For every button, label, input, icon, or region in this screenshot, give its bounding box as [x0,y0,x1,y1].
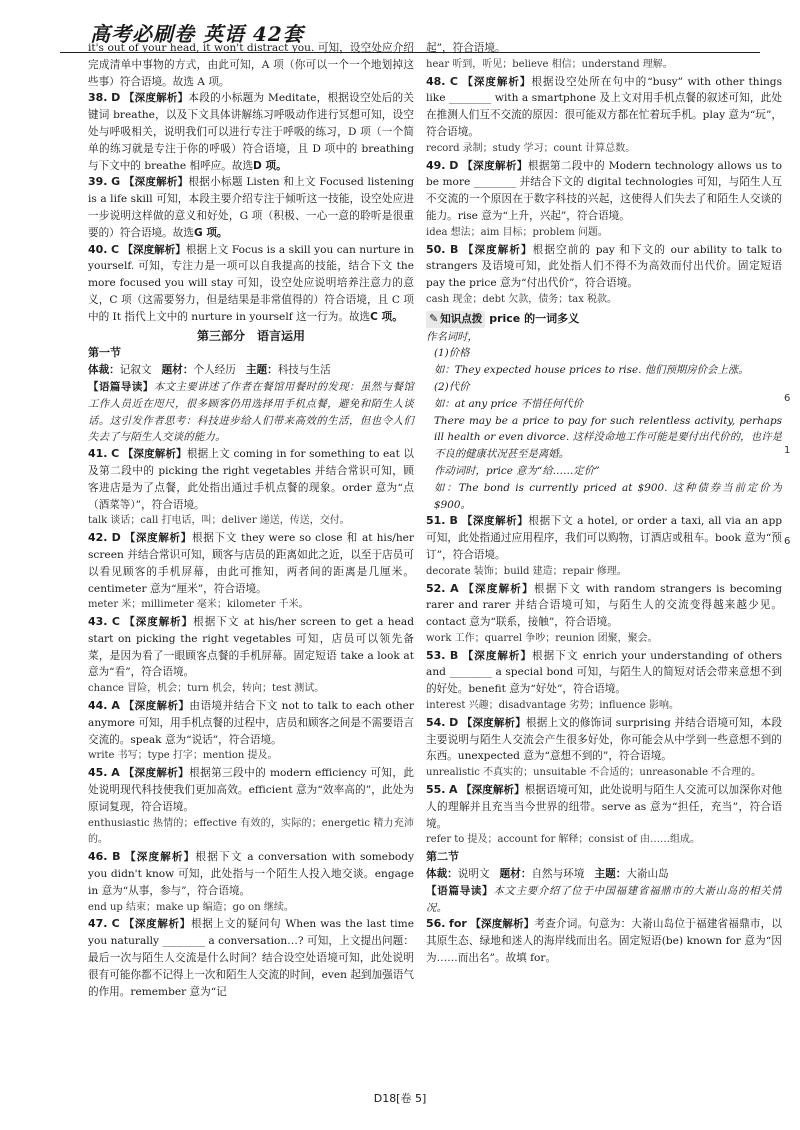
question-40: 40. C 【深度解析】根据上文 Focus is a skill you can nurture in yourself. 可知，专注力是一项可以自我提高的技能，结合下文 the more focused you will stay 可知，设空处应说明培养注意力的意义，C 项（这需要努力，但是结果是非常值得的）符合语境，且 C 项中的 It 指代上文中的 nurture in yourself 这一行为。故选C 项。 [88,242,414,323]
question-51: 51. B 【深度解析】根据下文 a hotel, or order a taxi, all via an app 可知，此处指通过应用程序，我们可以购物，订酒店或租车。book 意为“预订”，符合语境。 [426,514,782,561]
knowledge-badge: ✎ 知识点拨 [426,311,485,328]
right-column [426,40,782,1110]
distractor-options: idea 想法；aim 目标；problem 问题。 [426,226,608,238]
question-49: 49. D 【深度解析】根据第二段中的 Modern technology allows us to be more ________ 并结合下文的 digital technologies 可知，与陌生人互不交流的一个原因在于数字科技的兴起，这使得人们失去了和陌生人交谈的能力。rise 意为“上升，兴起”，符合语境。 [426,158,782,222]
section-title-2: 第二节 [426,850,459,864]
question-48: 48. C 【深度解析】根据设空处所在句中的“busy” with other things like ________ with a smartphone 及上文对用手机点餐的叙述可知，此处在推测人们互不交流的原因：很可能双方都在忙着玩手机。play 意为“玩”，符合语境。 [426,74,782,138]
distractor-options: meter 米；millimeter 毫米；kilometer 千米。 [88,599,309,611]
distractor-options: cash 现金；debt 欠款，债务；tax 税款。 [426,293,618,305]
knowledge-point-heading [426,311,782,328]
distractor-options: enthusiastic 热情的；effective 有效的，实际的；energetic 精力充沛的。 [88,817,414,846]
question-42: 42. D 【深度解析】根据下文 they were so close 和 at his/her screen 并结合常识可知，顾客与店员的距离如此之近，以至于店员可以看见顾客的手机屏幕，由此可推知，两者间的距离是几厘米。centimeter 意为“厘米”，符合语境。 [88,531,414,595]
question-52: 52. A 【深度解析】根据下文 with random strangers is becoming rarer and rarer 并结合语境可知，与陌生人的交流变得越来越少见。contact 意为“联系，接触”，符合语境。 [426,581,782,629]
knowledge-line: (1)价格 [434,347,470,360]
distractor-options: talk 谈话；call 打电话，叫；deliver 递送，传送，交付。 [88,515,350,527]
page-number: D18[卷 5] [373,1092,427,1105]
question-41: 41. C 【深度解析】根据上文 coming in for something to eat 以及第二段中的 picking the right vegetables 并结合常识可知，顾客进店是为了点餐，此处指出通过手机点餐的现象。order 意为“点（酒菜等）”，符合语境。 [88,447,415,511]
scan-edge-mark: 1 [784,445,791,456]
passage-guide-2: 【语篇导读】本文主要介绍了位于中国福建省福鼎市的大嵛山岛的相关情况。 [426,884,782,914]
question-38: 38. D 【深度解析】本段的小标题为 Meditate，根据设空处后的关键词 breathe，以及下文具体讲解练习呼吸动作进行冥想可知，设空处与呼吸相关，说明我们可以进行专注于呼吸的练习，D 项（一个简单的练习就是专注于你的呼吸）符合语境，且 D 项中的 breathing 与下文中的 breathe 相呼应。故选D 项。 [88,91,414,172]
question-56: 56. for 【深度解析】考查介词。句意为：大嵛山岛位于福建省福鼎市，以其原生态、绿地和迷人的海岸线而出名。固定短语(be) known for 意为“因为……而出名”。故填 for。 [426,917,782,965]
book-title: 高考必刷卷 英语 42套 [90,22,304,46]
question-44: 44. A 【深度解析】由语境并结合下文 not to talk to each other anymore 可知，用手机点餐的过程中，店员和顾客之间是不需要语言交流的。speak 意为“说话”，符合语境。 [88,699,415,746]
question-43: 43. C 【深度解析】根据下文 at his/her screen to get a head start on picking the right vegetables 可知，店员可以领先备菜，是因为看了一眼顾客点餐的手机屏幕。固定短语 take a look at 意为“看”，符合语境。 [88,615,414,679]
passage-meta-2: 体裁：说明文 题材：自然与环境 主题：大嵛山岛 [426,868,669,881]
knowledge-line: 作动词时，price 意为“给……定价” [434,464,600,477]
knowledge-line: 作名词时， [426,330,478,343]
part-title: 第三部分 语言运用 [196,328,305,343]
passage-meta-1: 体裁：记叙文 题材：个人经历 主题：科技与生活 [88,364,331,377]
question-46: 46. B 【深度解析】根据下文 a conversation with somebody you didn't know 可知，此处指与一个陌生人投入地交谈。engage in 意为“从事，参与”，符合语境。 [88,850,414,897]
question-55: 55. A 【深度解析】根据语境可知，此处说明与陌生人交流可以加深你对他人的理解并且充当当今世界的纽带。serve as 意为“担任，充当”，符合语境。 [426,783,782,830]
distractor-options: decorate 装饰；build 建造；repair 修理。 [426,565,627,577]
section-title-1: 第一节 [88,346,121,360]
scan-edge-mark: 6 [784,393,791,404]
question-54: 54. D 【深度解析】根据上文的修饰词 surprising 并结合语境可知，本段主要说明与陌生人交流会产生很多好处，你可能会从中学到一些意想不到的东西。unexpected 意为“意想不到的”，符合语境。 [426,715,782,763]
distractor-options: work 工作；quarrel 争吵；reunion 团聚，聚会。 [426,632,658,644]
continuation-47: 起”，符合语境。 [426,42,506,54]
distractor-options: chance 冒险，机会；turn 机会，转向；test 测试。 [88,683,325,695]
knowledge-line: 如：at any price 不惜任何代价 [434,397,584,410]
knowledge-title: price 的一词多义 [489,311,580,325]
options-47: hear 听到，听见；believe 相信；understand 理解。 [426,58,673,70]
distractor-options: end up 结束；make up 编造；go on 继续。 [88,901,294,913]
distractor-options: record 录制；study 学习；count 计算总数。 [426,142,636,154]
knowledge-line: 如：The bond is currently priced at $900. 这种债券当前定价为 $900。 [434,481,782,511]
knowledge-line: 如：They expected house prices to rise. 他们预期房价会上涨。 [434,364,749,377]
passage-guide-1: 【语篇导读】本文主要讲述了作者在餐馆用餐时的发现：虽然与餐馆工作人员近在咫尺，很多顾客仍用选择用手机点餐，避免和陌生人谈话。这引发作者思考：科技进步给人们带来高效的生活，但也令人们失去了与陌生人交谈的能力。 [88,380,414,444]
distractor-options: write 书写；type 打字；mention 提及。 [88,750,278,762]
question-53: 53. B 【深度解析】根据下文 enrich your understanding of others and ________ a special bond 可知，与陌生人的简短对话会带来意想不到的好处。benefit 意为“好处”，符合语境。 [426,648,782,696]
distractor-options: refer to 提及；account for 解释；consist of 由……组成。 [426,834,701,846]
question-50: 50. B 【深度解析】根据空前的 pay 和下文的 our ability to talk to strangers 及语境可知，此处指人们不得不为高效而付出代价。固定短语 pay the price 意为“付出代价”，符合语境。 [426,242,782,290]
left-column [88,40,414,1000]
scan-edge-mark: 6 [784,536,791,547]
distractor-options: interest 兴趣；disadvantage 劣势；influence 影响。 [426,700,680,712]
question-39: 39. G 【深度解析】根据小标题 Listen 和上文 Focused listening is a life skill 可知，本段主要介绍专注于倾听这一技能，设空处应进一步说明这样做的意义和好处，G 项（积极、一心一意的聆听是很重要的）符合语境。故选G 项。 [88,175,415,239]
knowledge-line: (2)代价 [434,380,470,393]
distractor-options: unrealistic 不真实的；unsuitable 不合适的；unreasonable 不合理的。 [426,767,762,779]
knowledge-line: There may be a price to pay for such relentless activity, perhaps ill health or even divorce. 这样没命地工作可能是要付出代价的，也许是不良的健康状况甚至是离婚。 [434,414,782,461]
pencil-icon: ✎ [429,311,439,325]
continuation-37: it's out of your head, it won't distract you. 可知，设空处应介绍完成清单中事物的方式，由此可知，A 项（你可以一个一个地划掉这些事）符合语境。故选 A 项。 [88,42,414,88]
question-45: 45. A 【深度解析】根据第三段中的 modern efficiency 可知，此处说明现代科技使我们更加高效。efficient 意为“效率高的”，此处为原词复现，符合语境。 [88,766,415,813]
question-47: 47. C 【深度解析】根据上文的疑问句 When was the last time you naturally ________ a conversation…? 可知，上文提出问题：最后一次与陌生人交流是什么时间？结合设空处语境可知，此处说明很有可能你都不记得上一次和陌生人交流的时间，even 起到加强语气的作用。remember 意为“记 [88,917,415,998]
